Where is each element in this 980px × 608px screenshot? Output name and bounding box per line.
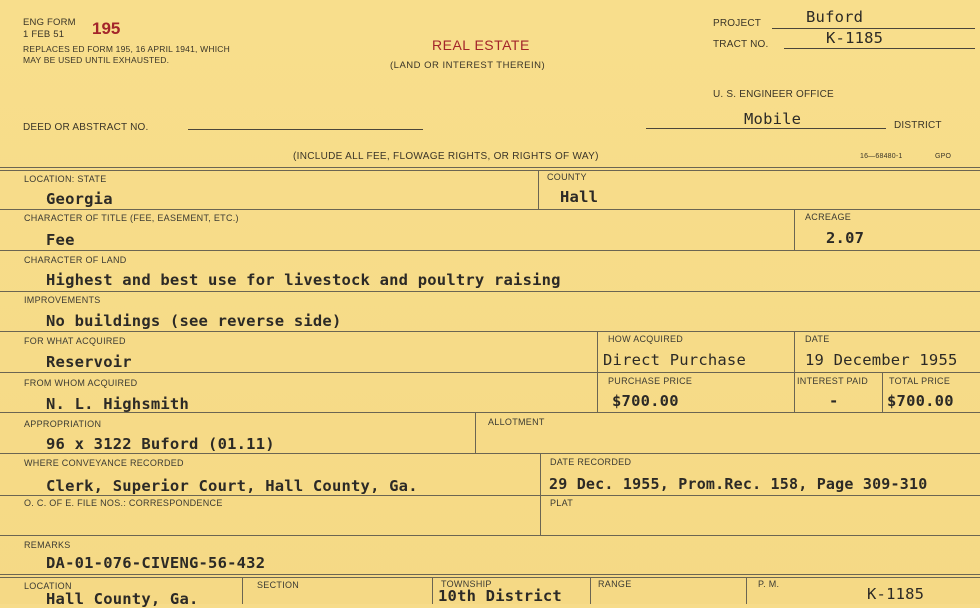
- purchase-price-value: $700.00: [612, 392, 679, 410]
- from-whom-value: N. L. Highsmith: [46, 395, 189, 413]
- page-title: REAL ESTATE: [432, 37, 530, 53]
- interest-paid-value: -: [829, 392, 839, 410]
- gpo-mark: GPO: [935, 153, 952, 160]
- township-label: TOWNSHIP: [441, 579, 492, 589]
- tract-value: K-1185: [826, 29, 884, 47]
- purchase-price-label: PURCHASE PRICE: [608, 376, 693, 386]
- county-value: Hall: [560, 188, 599, 206]
- improvements-value: No buildings (see reverse side): [46, 312, 342, 330]
- land-character-label: CHARACTER OF LAND: [24, 255, 127, 265]
- allotment-label: ALLOTMENT: [488, 417, 545, 427]
- replaces-note-line2: MAY BE USED UNTIL EXHAUSTED.: [23, 55, 170, 65]
- include-note: (INCLUDE ALL FEE, FLOWAGE RIGHTS, OR RIGHTS OF WAY): [293, 151, 599, 162]
- location-state-label: LOCATION: STATE: [24, 174, 107, 184]
- deed-label: DEED OR ABSTRACT NO.: [23, 122, 149, 133]
- file-numbers-label: O. C. OF E. FILE NOS.: CORRESPONDENCE: [24, 498, 223, 508]
- project-label: PROJECT: [713, 18, 762, 29]
- title-character-value: Fee: [46, 231, 75, 249]
- plat-label: PLAT: [550, 498, 574, 508]
- purpose-label: FOR WHAT ACQUIRED: [24, 336, 126, 346]
- location-value: Hall County, Ga.: [46, 590, 199, 608]
- how-acquired-value: Direct Purchase: [603, 351, 746, 369]
- date-label: DATE: [805, 334, 830, 344]
- date-recorded-value: 29 Dec. 1955, Prom.Rec. 158, Page 309-310: [549, 475, 928, 493]
- date-value: 19 December 1955: [805, 351, 958, 369]
- pm-label: P. M.: [758, 579, 780, 589]
- print-code: 16—68480-1: [860, 153, 903, 160]
- district-label: DISTRICT: [894, 120, 942, 131]
- remarks-value: DA-01-076-CIVENG-56-432: [46, 554, 266, 572]
- section-label: SECTION: [257, 580, 300, 590]
- form-number-line1: ENG FORM: [23, 17, 76, 28]
- township-value: 10th District: [438, 587, 562, 605]
- appropriation-label: APPROPRIATION: [24, 419, 102, 429]
- district-value: Mobile: [744, 110, 802, 128]
- conveyance-value: Clerk, Superior Court, Hall County, Ga.: [46, 477, 418, 495]
- how-acquired-label: HOW ACQUIRED: [608, 334, 684, 344]
- from-whom-label: FROM WHOM ACQUIRED: [24, 378, 138, 388]
- engineer-office: U. S. ENGINEER OFFICE: [713, 89, 834, 100]
- acreage-value: 2.07: [826, 229, 865, 247]
- total-price-label: TOTAL PRICE: [889, 376, 951, 386]
- title-character-label: CHARACTER OF TITLE (FEE, EASEMENT, ETC.): [24, 213, 239, 223]
- county-label: COUNTY: [547, 172, 587, 182]
- total-price-value: $700.00: [887, 392, 954, 410]
- replaces-note-line1: REPLACES ED FORM 195, 16 APRIL 1941, WHICH: [23, 44, 230, 54]
- appropriation-value: 96 x 3122 Buford (01.11): [46, 435, 275, 453]
- date-recorded-label: DATE RECORDED: [550, 457, 632, 467]
- purpose-value: Reservoir: [46, 353, 132, 371]
- form-date-line: 1 FEB 51: [23, 29, 65, 40]
- remarks-label: REMARKS: [24, 540, 71, 550]
- pm-value: K-1185: [867, 585, 925, 603]
- improvements-label: IMPROVEMENTS: [24, 295, 101, 305]
- location-label: LOCATION: [24, 581, 72, 591]
- range-label: RANGE: [598, 579, 632, 589]
- acreage-label: ACREAGE: [805, 212, 852, 222]
- tract-label: TRACT NO.: [713, 39, 769, 50]
- location-state-value: Georgia: [46, 190, 113, 208]
- conveyance-label: WHERE CONVEYANCE RECORDED: [24, 458, 184, 468]
- interest-paid-label: INTEREST PAID: [797, 376, 869, 386]
- form-number: 195: [92, 19, 121, 38]
- project-value: Buford: [806, 8, 864, 26]
- page-subtitle: (LAND OR INTEREST THEREIN): [390, 60, 546, 71]
- land-character-value: Highest and best use for livestock and poultry raising: [46, 271, 561, 289]
